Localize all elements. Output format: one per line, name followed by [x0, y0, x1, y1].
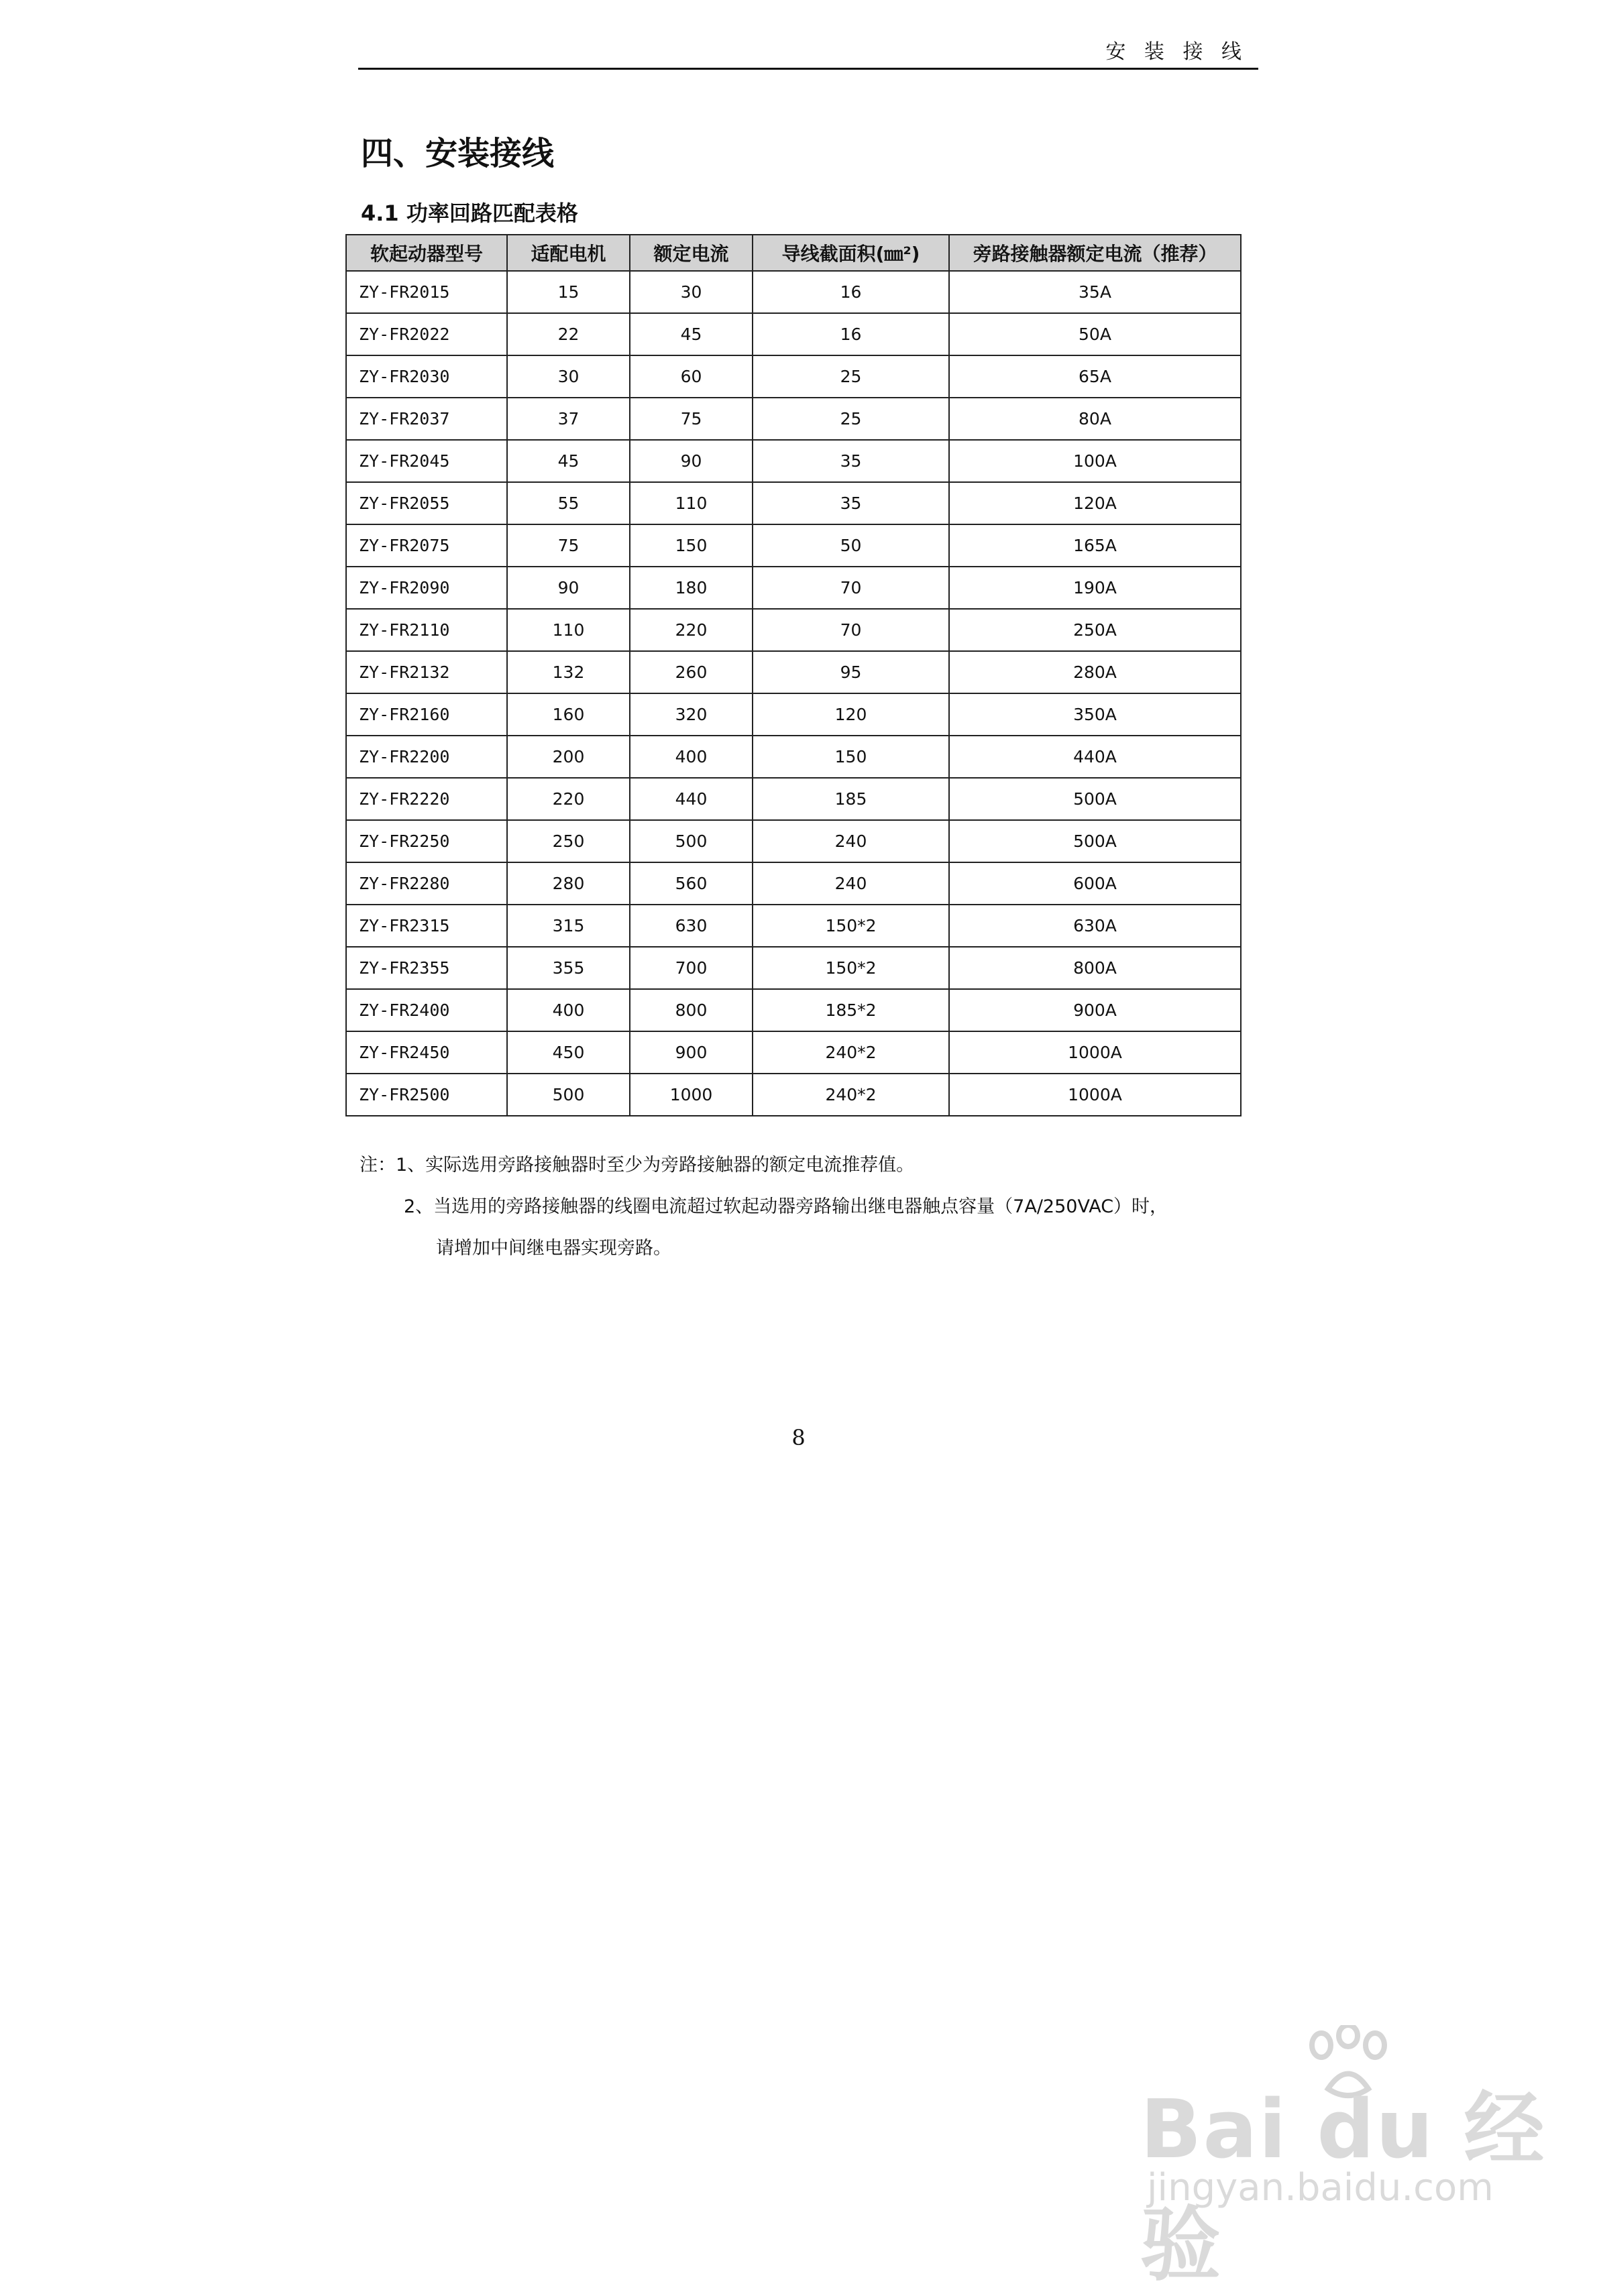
cell-model: ZY-FR2045 [346, 440, 507, 482]
table-row [346, 313, 1241, 355]
table-body [346, 271, 1241, 1116]
cell-bypass-contactor: 600A [949, 862, 1241, 905]
cell-model: ZY-FR2037 [346, 398, 507, 440]
table-row [346, 651, 1241, 693]
cell-bypass-contactor: 35A [949, 271, 1241, 313]
cell-wire-section: 240*2 [753, 1074, 949, 1116]
cell-model: ZY-FR2200 [346, 736, 507, 778]
header-wire-section: 导线截面积(㎜²) [753, 235, 949, 271]
cell-wire-section: 185 [753, 778, 949, 820]
cell-model: ZY-FR2400 [346, 989, 507, 1031]
running-header: 安 装 接 线 [1105, 40, 1248, 64]
cell-rated-current: 60 [630, 355, 753, 398]
cell-wire-section: 120 [753, 693, 949, 736]
cell-model: ZY-FR2280 [346, 862, 507, 905]
cell-motor: 132 [507, 651, 630, 693]
cell-bypass-contactor: 100A [949, 440, 1241, 482]
cell-rated-current: 45 [630, 313, 753, 355]
header-model: 软起动器型号 [346, 235, 507, 271]
cell-model: ZY-FR2132 [346, 651, 507, 693]
cell-bypass-contactor: 50A [949, 313, 1241, 355]
cell-wire-section: 35 [753, 440, 949, 482]
cell-rated-current: 150 [630, 524, 753, 567]
cell-rated-current: 400 [630, 736, 753, 778]
cell-rated-current: 260 [630, 651, 753, 693]
table-row [346, 1031, 1241, 1074]
cell-motor: 355 [507, 947, 630, 989]
cell-bypass-contactor: 1000A [949, 1074, 1241, 1116]
cell-wire-section: 70 [753, 609, 949, 651]
cell-motor: 220 [507, 778, 630, 820]
cell-wire-section: 150 [753, 736, 949, 778]
cell-wire-section: 70 [753, 567, 949, 609]
cell-model: ZY-FR2315 [346, 905, 507, 947]
cell-model: ZY-FR2250 [346, 820, 507, 862]
cell-model: ZY-FR2500 [346, 1074, 507, 1116]
page-number: 8 [791, 1425, 806, 1450]
cell-rated-current: 900 [630, 1031, 753, 1074]
cell-bypass-contactor: 65A [949, 355, 1241, 398]
cell-model: ZY-FR2110 [346, 609, 507, 651]
cell-bypass-contactor: 1000A [949, 1031, 1241, 1074]
cell-bypass-contactor: 350A [949, 693, 1241, 736]
cell-model: ZY-FR2160 [346, 693, 507, 736]
cell-wire-section: 35 [753, 482, 949, 524]
table-row [346, 482, 1241, 524]
power-circuit-table [345, 234, 1242, 1116]
cell-bypass-contactor: 500A [949, 820, 1241, 862]
cell-motor: 30 [507, 355, 630, 398]
table-row [346, 989, 1241, 1031]
cell-wire-section: 25 [753, 355, 949, 398]
note-1: 注：1、实际选用旁路接触器时至少为旁路接触器的额定电流推荐值。 [360, 1155, 915, 1175]
cell-bypass-contactor: 280A [949, 651, 1241, 693]
cell-bypass-contactor: 80A [949, 398, 1241, 440]
cell-motor: 45 [507, 440, 630, 482]
cell-rated-current: 700 [630, 947, 753, 989]
cell-wire-section: 150*2 [753, 947, 949, 989]
table-row [346, 693, 1241, 736]
watermark-brand: Bai du 经验 [1140, 2083, 1546, 2292]
cell-bypass-contactor: 165A [949, 524, 1241, 567]
cell-motor: 250 [507, 820, 630, 862]
cell-model: ZY-FR2022 [346, 313, 507, 355]
table-row [346, 905, 1241, 947]
cell-rated-current: 440 [630, 778, 753, 820]
table-row [346, 567, 1241, 609]
baidu-watermark [1134, 2025, 1549, 2292]
cell-bypass-contactor: 500A [949, 778, 1241, 820]
cell-bypass-contactor: 630A [949, 905, 1241, 947]
cell-motor: 110 [507, 609, 630, 651]
cell-motor: 200 [507, 736, 630, 778]
header-motor: 适配电机 [507, 235, 630, 271]
cell-model: ZY-FR2030 [346, 355, 507, 398]
table-row [346, 440, 1241, 482]
cell-rated-current: 1000 [630, 1074, 753, 1116]
header-bypass-contactor: 旁路接触器额定电流（推荐） [949, 235, 1241, 271]
cell-wire-section: 50 [753, 524, 949, 567]
cell-bypass-contactor: 900A [949, 989, 1241, 1031]
table-header-row [346, 235, 1241, 271]
cell-wire-section: 25 [753, 398, 949, 440]
table-row [346, 524, 1241, 567]
cell-rated-current: 110 [630, 482, 753, 524]
cell-rated-current: 75 [630, 398, 753, 440]
cell-rated-current: 800 [630, 989, 753, 1031]
cell-rated-current: 220 [630, 609, 753, 651]
cell-motor: 160 [507, 693, 630, 736]
cell-bypass-contactor: 250A [949, 609, 1241, 651]
table-row [346, 947, 1241, 989]
cell-model: ZY-FR2450 [346, 1031, 507, 1074]
cell-rated-current: 180 [630, 567, 753, 609]
section-title: 4.1 功率回路匹配表格 [361, 200, 578, 226]
cell-rated-current: 630 [630, 905, 753, 947]
cell-motor: 400 [507, 989, 630, 1031]
cell-motor: 55 [507, 482, 630, 524]
cell-model: ZY-FR2075 [346, 524, 507, 567]
cell-motor: 75 [507, 524, 630, 567]
cell-bypass-contactor: 120A [949, 482, 1241, 524]
chapter-title: 四、安装接线 [361, 135, 555, 172]
table-row [346, 820, 1241, 862]
cell-bypass-contactor: 440A [949, 736, 1241, 778]
cell-wire-section: 185*2 [753, 989, 949, 1031]
cell-rated-current: 500 [630, 820, 753, 862]
cell-rated-current: 30 [630, 271, 753, 313]
table-row [346, 355, 1241, 398]
cell-motor: 22 [507, 313, 630, 355]
cell-bypass-contactor: 190A [949, 567, 1241, 609]
cell-motor: 90 [507, 567, 630, 609]
cell-motor: 500 [507, 1074, 630, 1116]
cell-motor: 315 [507, 905, 630, 947]
watermark-url: jingyan.baidu.com [1147, 2166, 1494, 2209]
table-row [346, 271, 1241, 313]
cell-motor: 15 [507, 271, 630, 313]
cell-wire-section: 95 [753, 651, 949, 693]
cell-model: ZY-FR2355 [346, 947, 507, 989]
cell-model: ZY-FR2015 [346, 271, 507, 313]
table-row [346, 862, 1241, 905]
header-rule [358, 68, 1258, 70]
table-row [346, 609, 1241, 651]
cell-wire-section: 16 [753, 313, 949, 355]
cell-model: ZY-FR2090 [346, 567, 507, 609]
cell-wire-section: 240 [753, 862, 949, 905]
cell-wire-section: 240 [753, 820, 949, 862]
cell-bypass-contactor: 800A [949, 947, 1241, 989]
cell-motor: 280 [507, 862, 630, 905]
table-row [346, 736, 1241, 778]
cell-motor: 37 [507, 398, 630, 440]
table-row [346, 778, 1241, 820]
cell-model: ZY-FR2055 [346, 482, 507, 524]
cell-rated-current: 320 [630, 693, 753, 736]
cell-wire-section: 150*2 [753, 905, 949, 947]
table-row [346, 398, 1241, 440]
note-2: 2、当选用的旁路接触器的线圈电流超过软起动器旁路输出继电器触点容量（7A/250VAC）时， [404, 1196, 1168, 1217]
cell-wire-section: 240*2 [753, 1031, 949, 1074]
table-row [346, 1074, 1241, 1116]
cell-model: ZY-FR2220 [346, 778, 507, 820]
note-2-continued: 请增加中间继电器实现旁路。 [436, 1238, 671, 1259]
cell-motor: 450 [507, 1031, 630, 1074]
cell-wire-section: 16 [753, 271, 949, 313]
header-rated-current: 额定电流 [630, 235, 753, 271]
cell-rated-current: 90 [630, 440, 753, 482]
cell-rated-current: 560 [630, 862, 753, 905]
